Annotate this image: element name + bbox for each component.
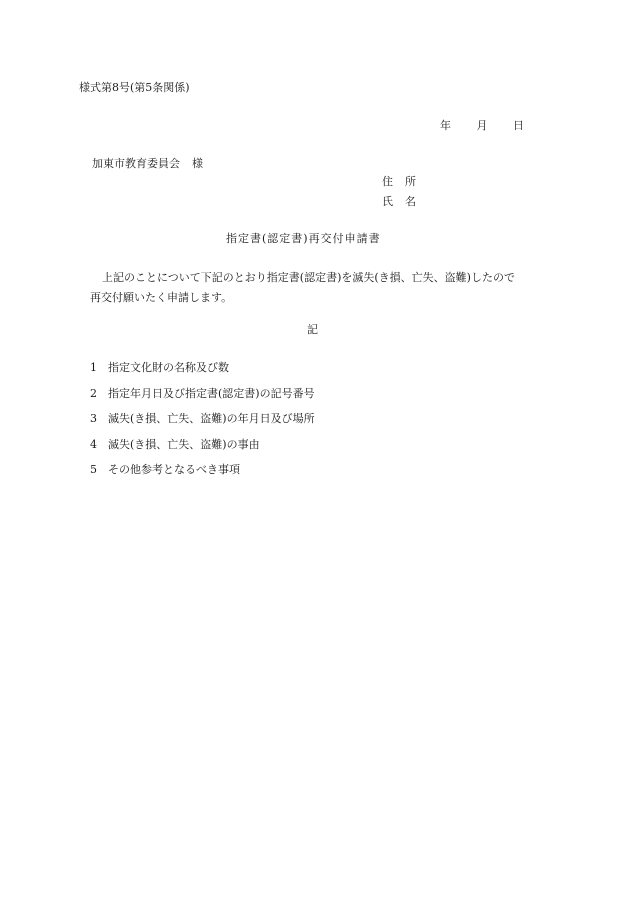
item-text: その他参考となるべき事項 — [108, 463, 240, 476]
address-label-char-2: 所 — [405, 175, 416, 188]
date-year-label: 年 — [440, 119, 451, 132]
item-number: 5 — [90, 463, 97, 476]
address-label-char-1: 住 — [382, 175, 393, 188]
list-item — [90, 388, 315, 414]
name-label-char-2: 名 — [405, 195, 416, 208]
item-text: 滅失(き損、亡失、盗難)の事由 — [108, 437, 260, 451]
item-list — [90, 362, 315, 490]
applicant-name-label — [382, 196, 416, 207]
list-item — [90, 362, 315, 388]
applicant-address-label — [382, 176, 416, 187]
item-number: 4 — [90, 437, 97, 451]
addressee-suffix: 様 — [192, 157, 203, 170]
document-title: 指定書(認定書)再交付申請書 — [226, 232, 381, 245]
item-text: 滅失(き損、亡失、盗難)の年月日及び場所 — [108, 412, 315, 425]
name-label-char-1: 氏 — [382, 195, 393, 208]
form-number: 様式第8号(第5条関係) — [79, 81, 190, 94]
item-number: 2 — [90, 386, 97, 400]
ki-heading: 記 — [307, 323, 318, 336]
item-number: 1 — [90, 361, 97, 374]
addressee-name: 加東市教育委員会 — [92, 157, 180, 170]
body-text — [90, 268, 515, 308]
list-item — [90, 464, 315, 490]
list-item — [90, 439, 315, 465]
date-day-label: 日 — [513, 119, 524, 132]
date-month-label: 月 — [476, 119, 488, 132]
body-line-1: 上記のことについて下記のとおり指定書(認定書)を滅失(き損、亡失、盗難)したので — [102, 271, 515, 284]
date-row — [440, 120, 524, 131]
item-number: 3 — [90, 412, 97, 425]
addressee — [92, 158, 203, 169]
item-text: 指定文化財の名称及び数 — [108, 361, 229, 374]
list-item — [90, 413, 315, 439]
item-text: 指定年月日及び指定書(認定書)の記号番号 — [108, 386, 315, 400]
body-line-2: 再交付願いたく申請します。 — [90, 291, 233, 304]
